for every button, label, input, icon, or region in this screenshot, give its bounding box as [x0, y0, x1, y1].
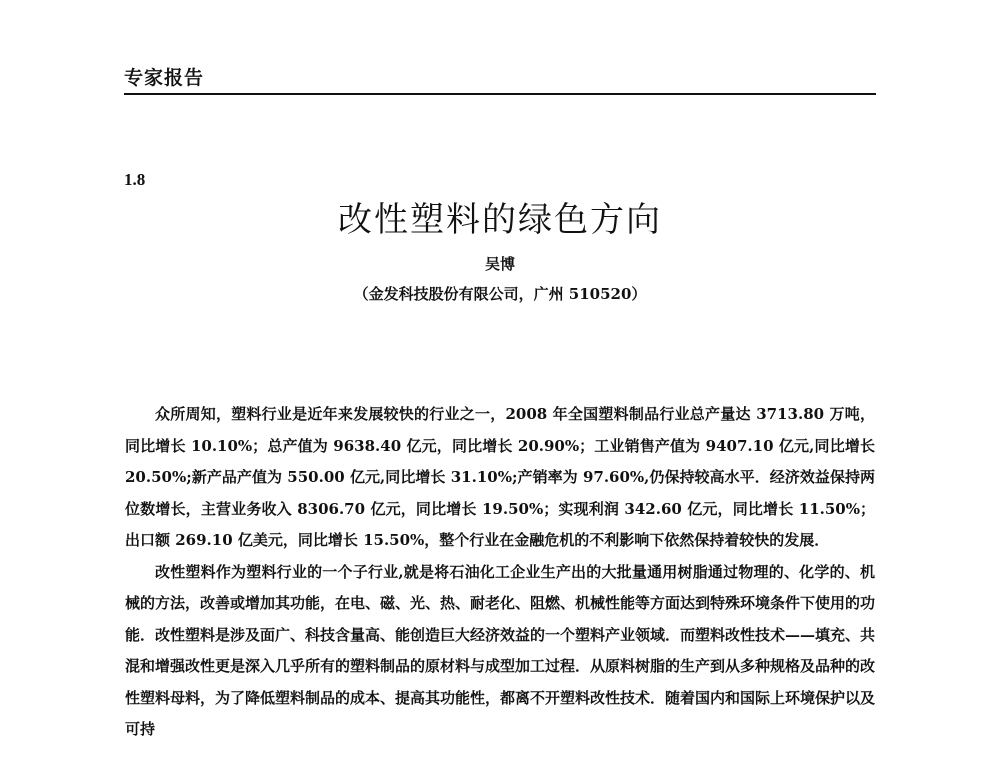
article-body	[125, 399, 875, 746]
section-number: 1.8	[124, 170, 146, 189]
header-rule	[124, 93, 876, 95]
body-paragraph: 改性塑料作为塑料行业的一个子行业,就是将石油化工企业生产出的大批量通用树脂通过物理的、化学的、机械的方法，改善或增加其功能，在电、磁、光、热、耐老化、阻燃、机械性能等方面达到特殊环境条件下使用的功能．改性塑料是涉及面广、科技含量高、能创造巨大经济效益的一个塑料产业领域．而塑料改性技术——填充、共混和增强改性更是深入几乎所有的塑料制品的原材料与成型加工过程．从原料树脂的生产到从多种规格及品种的改性塑料母料，为了降低塑料制品的成本、提高其功能性，都离不开塑料改性技术．随着国内和国际上环境保护以及可持	[125, 562, 876, 738]
article-title: 改性塑料的绿色方向	[338, 200, 662, 240]
author-name: 吴博	[484, 255, 515, 273]
running-header: 专家报告	[124, 67, 205, 89]
body-paragraph: 众所周知，塑料行业是近年来发展较快的行业之一，2008 年全国塑料制品行业总产量达 3713.80 万吨，同比增长 10.10%；总产值为 9638.40 亿元，同比增长 20.90%；工业销售产值为 9407.10 亿元,同比增长 20.50%;新产品产值为 550.00 亿元,同比增长 31.10%;产销率为 97.60%,仍保持较高水平．经济效益保持两位数增长，主营业务收入 8306.70 亿元，同比增长 19.50%；实现利润 342.60 亿元，同比增长 11.50%；出口额 269.10 亿美元，同比增长 15.50%，整个行业在金融危机的不利影响下依然保持着较快的发展．	[125, 405, 875, 549]
author-affiliation: （金发科技股份有限公司，广州 510520）	[353, 285, 647, 303]
